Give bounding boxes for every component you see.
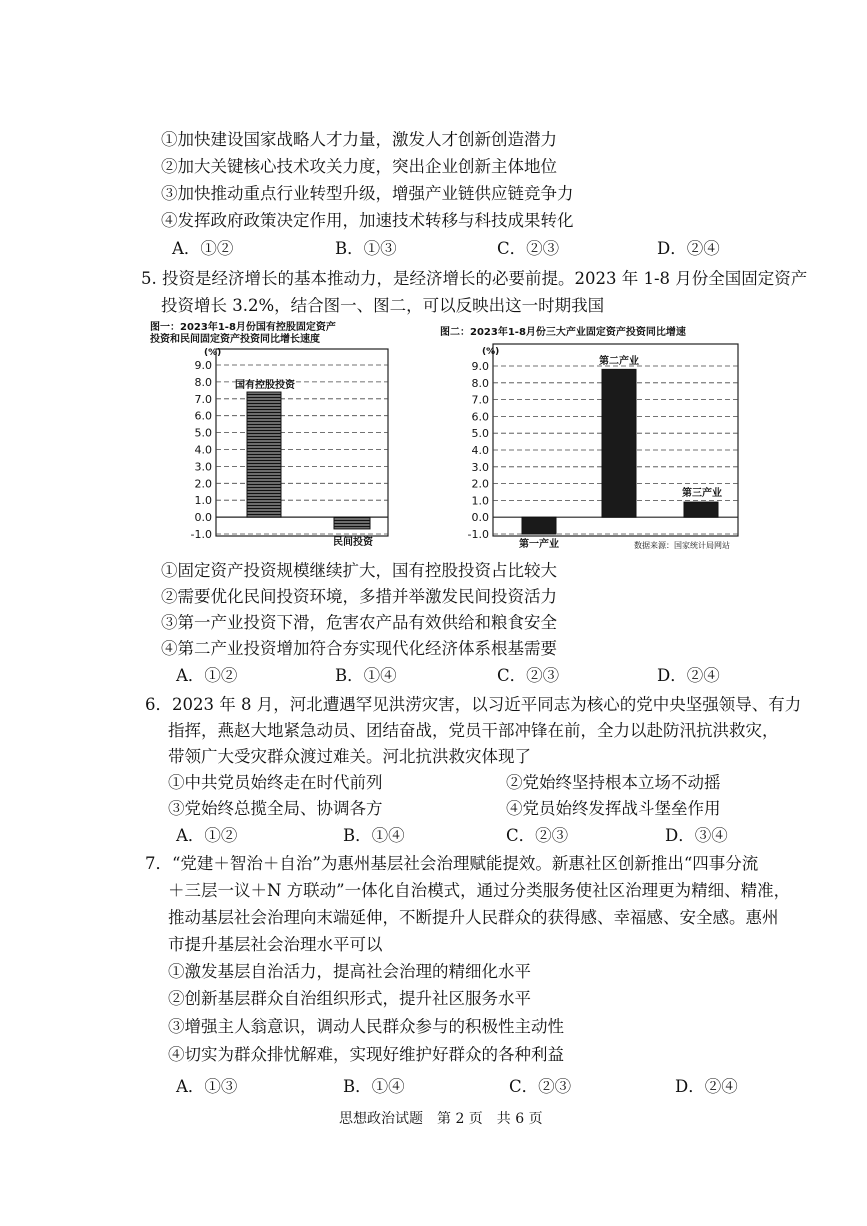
chart-frame [216,349,388,536]
q6-stem-line-1: 6．2023 年 8 月，河北遭遇罕见洪涝灾害，以习近平同志为核心的党中央坚强领导、有力 [145,695,802,714]
q4-item-3: ③加快推动重点行业转型升级，增强产业链供应链竞争力 [161,184,574,203]
chart1-title-line-1: 图一：2023年1-8月份国有控股固定资产 [150,322,336,333]
q7-option-d: D．②④ [675,1077,738,1096]
q7-item-3: ③增强主人翁意识，调动人民群众参与的积极性主动性 [168,1017,564,1036]
y-tick-label: -1.0 [190,528,212,541]
q7-item-2: ②创新基层群众自治组织形式，提升社区服务水平 [168,989,531,1008]
y-tick-label: 7.0 [471,393,489,407]
q6-stem-line-3: 带领广大受灾群众渡过难关。河北抗洪救灾体现了 [168,747,531,766]
chart1-svg [150,345,395,550]
q4-option-c: C．②③ [497,239,560,258]
q6-option-a: A．①② [176,826,238,845]
q7-option-a: A．①③ [176,1077,238,1096]
q5-item-3: ③第一产业投资下滑，危害农产品有效供给和粮食安全 [161,613,557,632]
q6-option-b: B．①④ [343,826,405,845]
q7-item-4: ④切实为群众排忧解难，实现好维护好群众的各种利益 [168,1045,564,1064]
chart2-source: 数据来源：国家统计局网站 [634,541,730,550]
y-tick-label: 9.0 [194,359,212,372]
q7-stem-line-2: ＋三层一议＋N 方联动”一体化自治模式，通过分类服务使社区治理更为精细、精准， [168,881,791,900]
q7-option-c: C．②③ [509,1077,572,1096]
y-tick-label: 2.0 [194,477,212,491]
bar-国有控股投资 [247,392,281,517]
category-label: 国有控股投资 [235,380,295,391]
q4-item-4: ④发挥政府政策决定作用，加速技术转移与科技成果转化 [161,211,574,230]
q5-stem-line-2: 投资增长 3.2%，结合图一、图二，可以反映出这一时期我国 [161,296,605,315]
y-axis-label: (%) [204,348,222,358]
category-label: 第二产业 [599,356,639,367]
y-tick-label: 2.0 [471,477,489,491]
y-tick-label: 8.0 [194,375,212,389]
q7-stem-line-1: 7．“党建＋智治＋自治”为惠州基层社会治理赋能提效。新惠社区创新推出“四事分流 [145,854,759,873]
chart2-svg [448,342,748,552]
bar-第一产业 [522,517,556,534]
y-tick-label: 1.0 [471,494,489,508]
category-label: 民间投资 [333,537,373,548]
q5-option-b: B．①④ [335,666,397,685]
chart2-title: 图二：2023年1-8月份三大产业固定资产投资同比增速 [440,327,686,338]
y-tick-label: 8.0 [471,376,489,390]
y-tick-label: 0.0 [194,511,212,525]
y-tick-label: 3.0 [194,460,212,474]
q5-item-1: ①固定资产投资规模继续扩大，国有控股投资占比较大 [161,561,557,580]
y-tick-label: 0.0 [471,511,489,525]
bar-民间投资 [334,517,370,529]
y-axis-label: (%) [482,347,500,357]
y-tick-label: 5.0 [194,426,212,440]
bar-第二产业 [602,369,636,517]
category-label: 第一产业 [519,539,559,550]
category-label: 第三产业 [682,488,722,499]
q6-item-3: ③党始终总揽全局、协调各方 [168,799,383,818]
bar-第三产业 [684,502,718,517]
y-tick-label: 1.0 [194,494,212,508]
q4-item-2: ②加大关键核心技术攻关力度，突出企业创新主体地位 [161,157,557,176]
y-tick-label: 9.0 [471,360,489,373]
q6-stem-line-2: 指挥，燕赵大地紧急动员、团结奋战，党员干部冲锋在前，全力以赴防汛抗洪救灾， [168,721,779,740]
q5-option-c: C．②③ [497,666,560,685]
q4-option-d: D．②④ [657,239,720,258]
y-tick-label: 6.0 [471,410,489,424]
y-tick-label: 4.0 [194,443,212,457]
q5-item-4: ④第二产业投资增加符合夯实现代化经济体系根基需要 [161,639,557,658]
q6-item-4: ④党员始终发挥战斗堡垒作用 [506,799,721,818]
y-tick-label: 5.0 [471,427,489,441]
y-tick-label: 7.0 [194,392,212,406]
q5-item-2: ②需要优化民间投资环境，多措并举激发民间投资活力 [161,587,557,606]
q6-option-d: D．③④ [665,826,728,845]
y-tick-label: 3.0 [471,460,489,474]
q6-item-1: ①中共党员始终走在时代前列 [168,773,383,792]
q7-option-b: B．①④ [343,1077,405,1096]
q5-option-d: D．②④ [657,666,720,685]
y-tick-label: 6.0 [194,409,212,423]
y-tick-label: 4.0 [471,444,489,457]
chart1-title-line-2: 投资和民间固定资产投资同比增长速度 [150,334,320,345]
q5-stem-line-1: 5. 投资是经济增长的基本推动力，是经济增长的必要前提。2023 年 1-8 月份全国固定资产 [141,269,808,288]
q7-item-1: ①激发基层自治活力，提高社会治理的精细化水平 [168,962,531,981]
q6-item-2: ②党始终坚持根本立场不动摇 [506,773,721,792]
q4-item-1: ①加快建设国家战略人才力量，激发人才创新创造潜力 [161,130,557,149]
q5-option-a: A．①② [176,666,238,685]
q4-option-b: B．①③ [335,239,397,258]
q6-option-c: C．②③ [506,826,569,845]
q4-option-a: A．①② [172,239,234,258]
q7-stem-line-4: 市提升基层社会治理水平可以 [168,935,383,954]
y-tick-label: -1.0 [467,528,489,541]
page-footer: 思想政治试题 第 2 页 共 6 页 [339,1111,543,1127]
q7-stem-line-3: 推动基层社会治理向末端延伸，不断提升人民群众的获得感、幸福感、安全感。惠州 [168,908,779,927]
